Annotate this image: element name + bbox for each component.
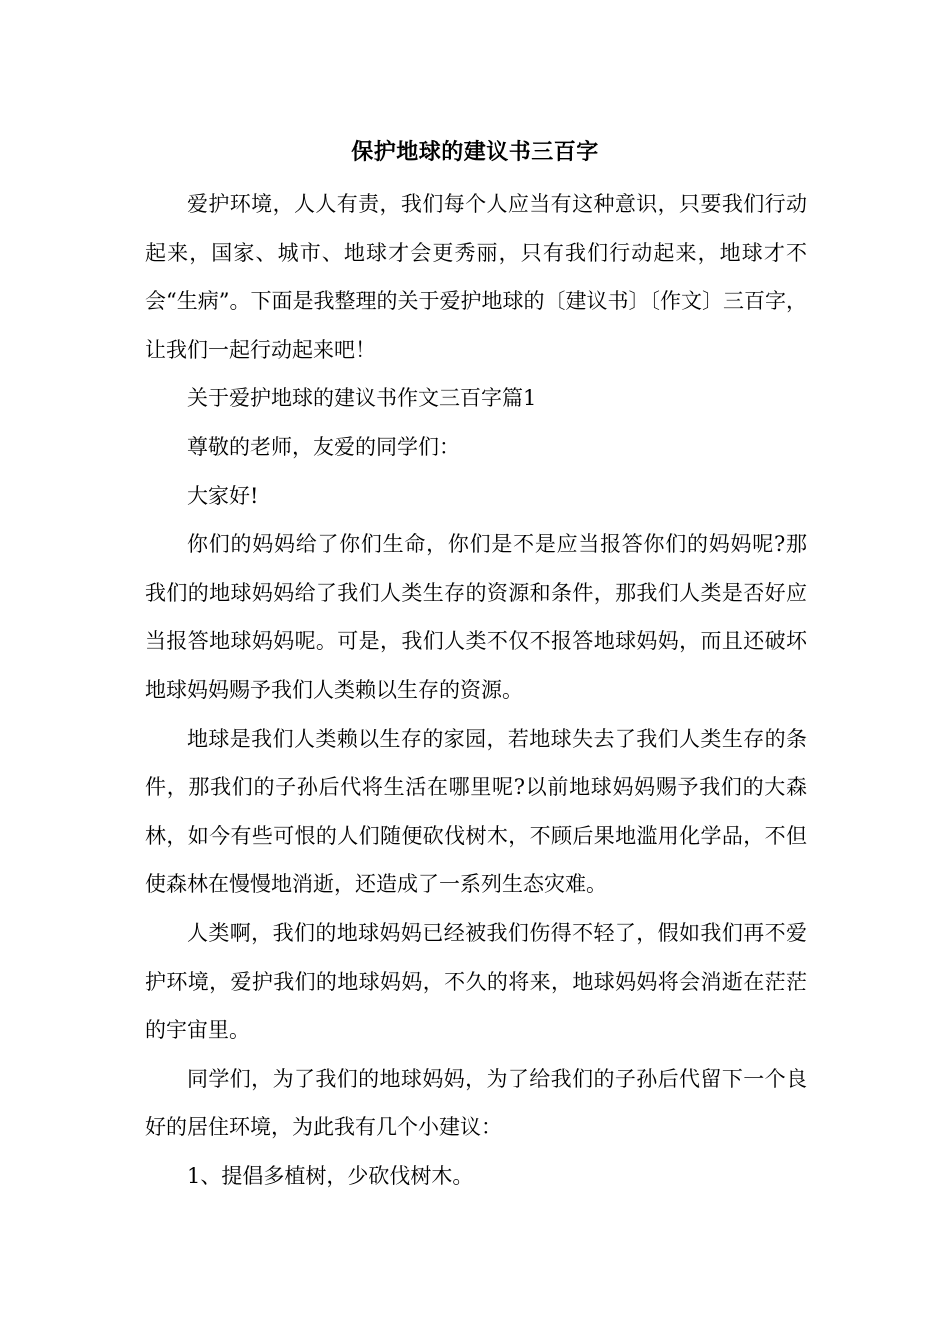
document-body bbox=[145, 180, 807, 1200]
paragraph-salutation: 尊敬的老师，友爱的同学们： bbox=[187, 434, 460, 459]
paragraph-intro: 爱护环境，人人有责，我们每个人应当有这种意识，只要我们行动起来，国家、城市、地球才会更秀丽，只有我们行动起来，地球才不会“生病”。下面是我整理的关于爱护地球的〔建议书〕〔作文〕三百字，让我们一起行动起来吧！ bbox=[145, 192, 807, 362]
paragraph-body-2: 地球是我们人类赖以生存的家园，若地球失去了我们人类生存的条件，那我们的子孙后代将生活在哪里呢?以前地球妈妈赐予我们的大森林，如今有些可恨的人们随便砍伐树木，不顾后果地滥用化学品，不但使森林在慢慢地消逝，还造成了一系列生态灾难。 bbox=[145, 726, 807, 897]
paragraph-body-4: 同学们，为了我们的地球妈妈，为了给我们的子孙后代留下一个良好的居住环境，为此我有几个小建议： bbox=[145, 1066, 807, 1140]
paragraph-greeting: 大家好! bbox=[187, 483, 259, 508]
document-title: 保护地球的建议书三百字 bbox=[351, 139, 599, 165]
paragraph-body-3: 人类啊，我们的地球妈妈已经被我们伤得不轻了，假如我们再不爱护环境，爱护我们的地球妈妈，不久的将来，地球妈妈将会消逝在茫茫的宇宙里。 bbox=[145, 920, 807, 1043]
paragraph-section-heading: 关于爱护地球的建议书作文三百字篇1 bbox=[187, 386, 537, 411]
paragraph-suggestion-1: 1、提倡多植树，少砍伐树木。 bbox=[187, 1163, 474, 1188]
paragraph-body-1: 你们的妈妈给了你们生命，你们是不是应当报答你们的妈妈呢?那我们的地球妈妈给了我们人类生存的资源和条件，那我们人类是否好应当报答地球妈妈呢。可是，我们人类不仅不报答地球妈妈，而且还破坏地球妈妈赐予我们人类赖以生存的资源。 bbox=[145, 532, 807, 702]
